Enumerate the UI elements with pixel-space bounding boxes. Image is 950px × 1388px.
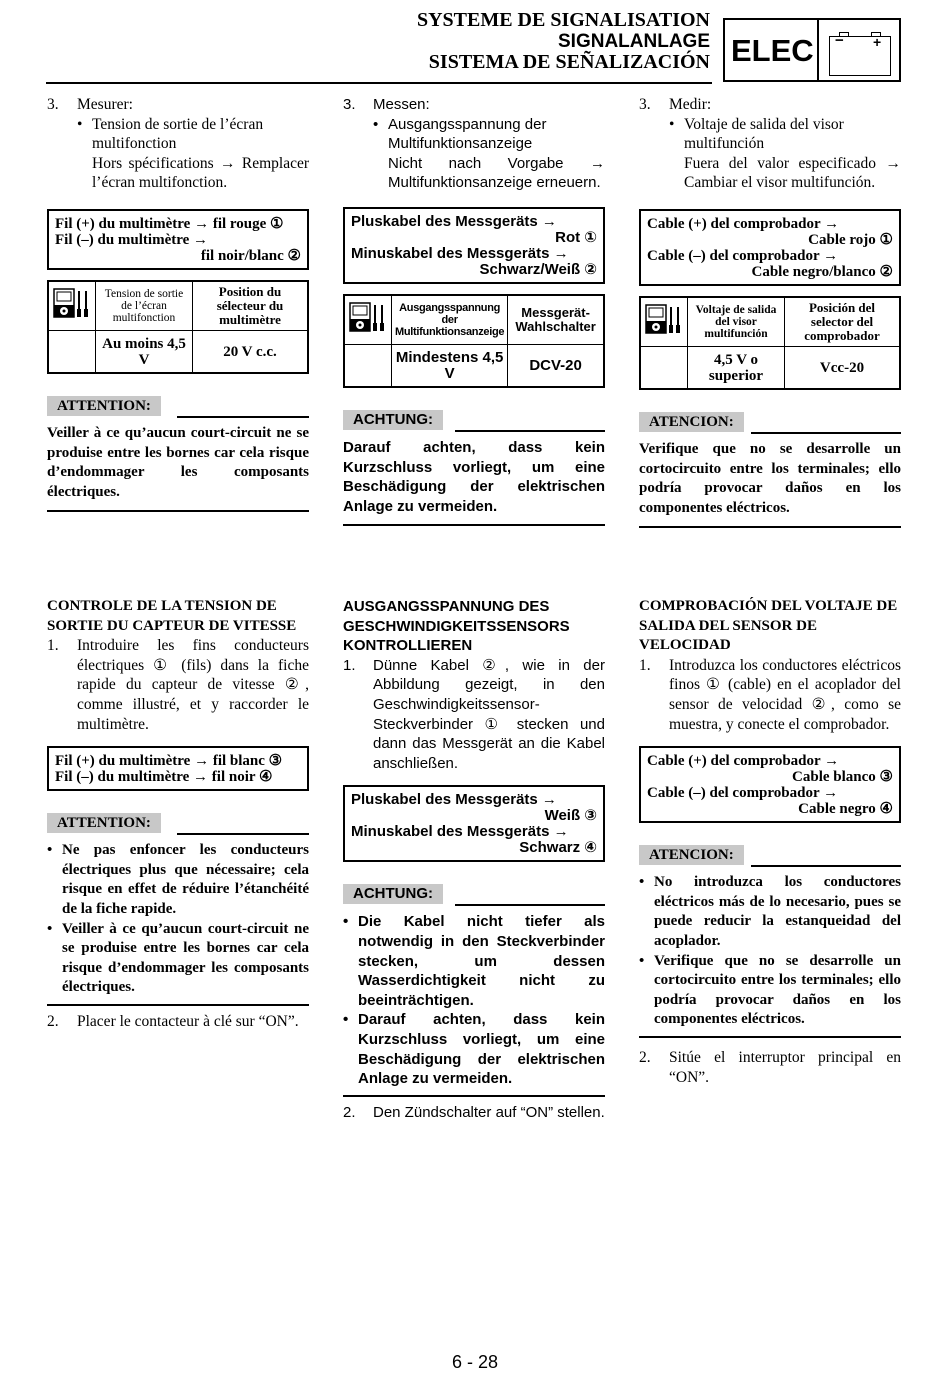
column-french-lower: [47, 597, 309, 1032]
title-fr: SYSTEME DE SIGNALISATION: [416, 9, 710, 31]
es-tester-box-1: Cable (+) del comprobador → Cable rojo ① Cable (–) del comprobador → Cable negro/blanco ②: [639, 209, 901, 286]
es-attention-1: ATENCION:: [639, 412, 901, 434]
elec-label: ELEC: [731, 33, 814, 68]
de-spec-table: Ausgangsspannung der Multifunktionsanzeige Messgerät-Wahlschalter Mindestens 4,5 V DCV-20: [343, 294, 605, 388]
fr-attention-1: ATTENTION:: [47, 396, 309, 418]
es-tester-box-2: Cable (+) del comprobador → Cable blanco ③ Cable (–) del comprobador → Cable negro ④: [639, 746, 901, 823]
de-step3: 3. Messen: • Ausgangsspannung der Multifunktionsanzeige Nicht nach Vorgabe → Multifunktionsanzeige erneuern.: [343, 96, 605, 192]
title-de: SIGNALANLAGE: [558, 31, 710, 52]
fr-step3-bullet: Tension de sortie de l’écran multifonction: [92, 115, 264, 153]
es-attention-2: ATENCION:: [639, 845, 901, 867]
fr-tester-box-1: Fil (+) du multimètre → fil rouge ① Fil (–) du multimètre → fil noir/blanc ②: [47, 209, 309, 270]
de-step2: 2. Den Zündschalter auf “ON” stellen.: [343, 1103, 605, 1121]
multimeter-icon: [48, 281, 96, 331]
multimeter-icon: [640, 297, 688, 347]
de-tester-box-2: Pluskabel des Messgeräts → Weiß ③ Minuskabel des Messgeräts → Schwarz ④: [343, 785, 605, 862]
es-section-title: COMPROBACIÓN DEL VOLTAJE DE SALIDA DEL SENSOR DE VELOCIDAD: [639, 598, 898, 654]
elec-badge: ELEC − +: [723, 18, 901, 82]
column-german: 3. Messen: • Ausgangsspannung der Multifunktionsanzeige Nicht nach Vorgabe → Multifunktionsanzeige erneuern. Pluskabel des Messgeräts → Rot ① Minuskabel des Messgeräts → Schwarz/Weiß ② Ausgangsspannung der Multifunktionsanzeige Messgerät-Wahlschalter Mindestens 4,5 V DCV-20 ACHTUNG: Darauf achten, dass kein Kurzschluss vorliegt, um eine Beschädigung der elektrischen Anlage zu vermeiden.: [343, 95, 605, 526]
fr-step2: 2. Placer le contacteur à clé sur “ON”.: [47, 1012, 299, 1030]
fr-spec-table: Tension de sortie de l’écran multifonction Position du sélecteur du multimètre Au moins 4,5 V 20 V c.c.: [47, 280, 309, 374]
fr-step3-outspec: Hors spécifications → Remplacer l’écran multifonction.: [92, 154, 309, 192]
fr-attention-2: ATTENTION:: [47, 813, 309, 835]
column-french: [47, 95, 309, 512]
de-tester-box-1: Pluskabel des Messgeräts → Rot ① Minuskabel des Messgeräts → Schwarz/Weiß ②: [343, 207, 605, 284]
es-step2: 2. Sitúe el interruptor principal en “ON”.: [639, 1048, 901, 1086]
column-spanish: 3. Medir: • Voltaje de salida del visor multifunción Fuera del valor especificado → Cambiar el visor multifunción. Cable (+) del comprobador → Cable rojo ① Cable (–) del comprobador → Cable negro/blanco ② Voltaje de salida del visor multifunción Posición del selector del comprobador 4,5 V o superior Vcc-20 ATENCION: Verifique que no se desarrolle un cortocircuito entre los terminales; ello podría provocar daños en los componentes eléctricos.: [639, 95, 901, 528]
page-number: 6 - 28: [451, 1352, 499, 1372]
de-section-title: AUSGANGSSPANNUNG DES GESCHWINDIGKEITSSENSORS KONTROLLIEREN: [343, 598, 570, 655]
column-spanish-lower: COMPROBACIÓN DEL VOLTAJE DE SALIDA DEL SENSOR DE VELOCIDAD 1. Introduzca los conductores eléctricos finos ① (cable) en el acoplador del sensor de velocidad ②, como se muestra, y conecte el comprobador. Cable (+) del comprobador → Cable blanco ③ Cable (–) del comprobador → Cable negro ④ ATENCION: • No introduzca los conductores eléctricos más de lo necesario, pues se puede reducir la estanqueidad del acoplador. • Verifique que no se desarrolle un cortocircuito entre los terminales; ello podría provocar daños en los componentes eléctricos. 2. Sitúe el interruptor principal en “ON”.: [639, 598, 901, 1086]
es-step3: 3. Medir: • Voltaje de salida del visor multifunción Fuera del valor especificado → Cambiar el visor multifunción.: [639, 96, 901, 192]
title-es: SISTEMA DE SEÑALIZACIÓN: [428, 51, 710, 73]
fr-step1: 1. Introduire les fins conducteurs électriques ① (fils) dans la fiche rapide du capteur de vitesse ②, comme illustré, et y raccorder le multimètre.: [47, 637, 309, 733]
de-attention-2: ACHTUNG:: [343, 884, 605, 906]
fr-tester-box-2: Fil (+) du multimètre → fil blanc ③ Fil (–) du multimètre → fil noir ④: [47, 746, 309, 791]
fr-step3: 3. Mesurer: • Tension de sortie de l’écran multifonction Hors spécifications → Remplacer l’écran multifonction.: [47, 96, 309, 192]
header-titles: [417, 10, 710, 73]
fr-step3-title: Mesurer:: [77, 96, 133, 113]
header-rule: [46, 82, 712, 84]
column-german-lower: AUSGANGSSPANNUNG DES GESCHWINDIGKEITSSENSORS KONTROLLIEREN 1. Dünne Kabel ②, wie in der Abbildung gezeigt, in den Geschwindigkeitssensor-Steckverbinder ① stecken und dann das Messgerät an die Kabel anschließen. Pluskabel des Messgeräts → Weiß ③ Minuskabel des Messgeräts → Schwarz ④ ACHTUNG: • Die Kabel nicht tiefer als notwendig in den Steckverbinder stecken, um dessen Wasserdichtigkeit nicht zu beeinträchtigen. • Darauf achten, dass kein Kurzschluss vorliegt, um eine Beschädigung der elektrischen Anlage zu vermeiden. 2. Den Zündschalter auf “ON” stellen.: [343, 598, 605, 1121]
fr-attention-2-body: • Ne pas enfoncer les conducteurs électriques plus que nécessaire; cela risque en effet de réduire l’étanchéité de la fiche rapide. • Veiller à ce qu’aucun court-circuit ne se produise entre les bornes car cela risque d’endommager les composants électriques.: [47, 842, 309, 996]
de-step1: 1. Dünne Kabel ②, wie in der Abbildung gezeigt, in den Geschwindigkeitssensor-Steckverbinder ① stecken und dann das Messgerät an die Kabel anschließen.: [343, 656, 605, 772]
de-attention-1: ACHTUNG:: [343, 410, 605, 432]
fr-section-title: CONTROLE DE LA TENSION DE SORTIE DU CAPTEUR DE VITESSE: [47, 598, 297, 634]
es-spec-table: Voltaje de salida del visor multifunción Posición del selector del comprobador 4,5 V o superior Vcc-20: [639, 296, 901, 390]
badge-divider: [817, 20, 819, 80]
fr-attention-1-text: Veiller à ce qu’aucun court-circuit ne se produise entre les bornes car cela risque d’endommager les composants électriques.: [47, 424, 309, 500]
es-step1: 1. Introduzca los conductores eléctricos finos ① (cable) en el acoplador del sensor de velocidad ②, como se muestra, y conecte el comprobador.: [639, 656, 901, 733]
multimeter-icon: [344, 295, 392, 345]
